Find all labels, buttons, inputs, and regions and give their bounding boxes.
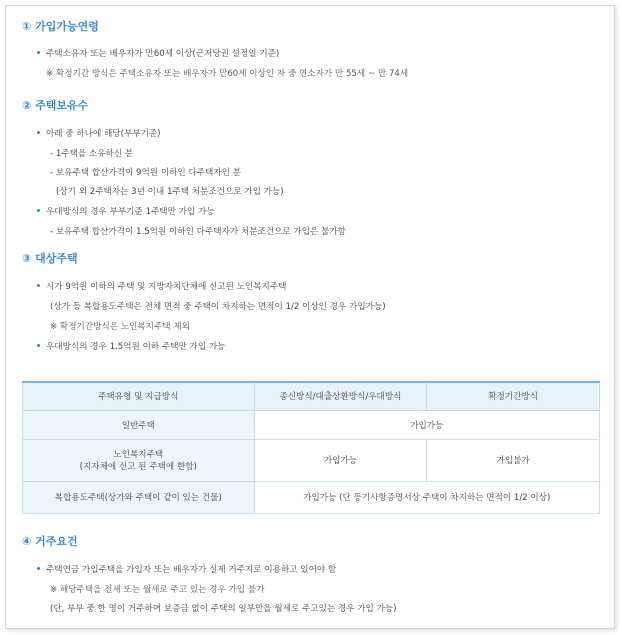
house-count-preferential-sub: - 보유주택 합산가격이 1.5억원 이하인 다주택자가 처분조건으로 가입은 불가함 [50, 227, 346, 237]
row-label-mixed-use: 복합용도주택(상가와 주택이 같이 있는 건물) [23, 481, 255, 513]
row-value-senior-housing-lifetime: 가입가능 [254, 439, 427, 481]
table-row [23, 481, 600, 513]
row-value-senior-housing-fixed: 가입불가 [427, 439, 600, 481]
residence-condition: 주택연금 가입주택을 가입자 또는 배우자가 실제 거주지로 이용하고 있어야 함 [46, 565, 337, 575]
eligibility-table [22, 381, 600, 514]
row-value-mixed-use: 가입가능 (단 등기사항증명서상 주택이 차지하는 면적이 1/2 이상) [254, 481, 599, 513]
age-note: ※ 확정기간 방식은 주택소유자 또는 배우자가 만60세 이상인 자 중 연소자가 만 55세 ~ 만 74세 [46, 69, 409, 79]
house-count-preferential: 우대방식의 경우 부부기준 1주택만 가입 가능 [46, 207, 215, 217]
residence-note: ※ 해당주택을 전세 또는 월세로 주고 있는 경우 가입 불가 [50, 585, 265, 595]
row-value-general: 가입가능 [254, 410, 599, 439]
row-label-senior-housing-main: 노인복지주택 [113, 450, 164, 460]
target-house-preferential: 우대방식의 경우 1.5억원 이하 주택만 가입 가능 [46, 342, 226, 352]
table-header-type: 주택유형 및 지급방식 [23, 382, 255, 410]
age-condition: 주택소유자 또는 배우자가 만60세 이상(근저당권 설정일 기준) [46, 49, 280, 59]
section-title-target-house: ③ 대상주택 [22, 252, 78, 265]
table-row [23, 410, 600, 439]
target-house-note: ※ 확정기간방식은 노인복지주택 제외 [50, 322, 190, 332]
house-count-condition: 아래 중 하나에 해당(부부기준) [46, 129, 161, 139]
target-house-mixed-use: (상가 등 복합용도주택은 전체 면적 중 주택이 차지하는 면적이 1/2 이상인 경우 가입가능) [50, 302, 386, 312]
house-count-sub-3: (상기 외 2주택자는 3년 이내 1주택 처분조건으로 가입 가능) [56, 187, 284, 197]
row-label-general: 일반주택 [23, 410, 255, 439]
table-header-lifetime: 종신방식/대출상환방식/우대방식 [254, 382, 427, 410]
row-label-senior-housing [23, 439, 255, 481]
house-count-sub-2: - 보유주택 합산가격이 9억원 이하인 다주택자인 분 [50, 168, 241, 178]
content-frame [5, 5, 615, 629]
row-label-senior-housing-sub: (지자체에 신고 된 주택에 한함) [79, 462, 197, 472]
residence-exception: (단, 부부 중 한 명이 거주하며 보증금 없이 주택의 일부만을 월세로 주고있는 경우 가입 가능) [50, 604, 397, 614]
section-title-age: ① 가입가능연령 [22, 20, 99, 33]
section-title-house-count: ② 주택보유수 [22, 99, 89, 112]
table-row [23, 439, 600, 481]
house-count-sub-1: - 1주택을 소유하신 분 [50, 149, 134, 159]
section-title-residence: ④ 거주요건 [22, 535, 78, 548]
table-header-fixed-term: 확정기간방식 [427, 382, 600, 410]
target-house-condition: 시가 9억원 이하의 주택 및 지방자치단체에 신고된 노인복지주택 [46, 282, 287, 292]
